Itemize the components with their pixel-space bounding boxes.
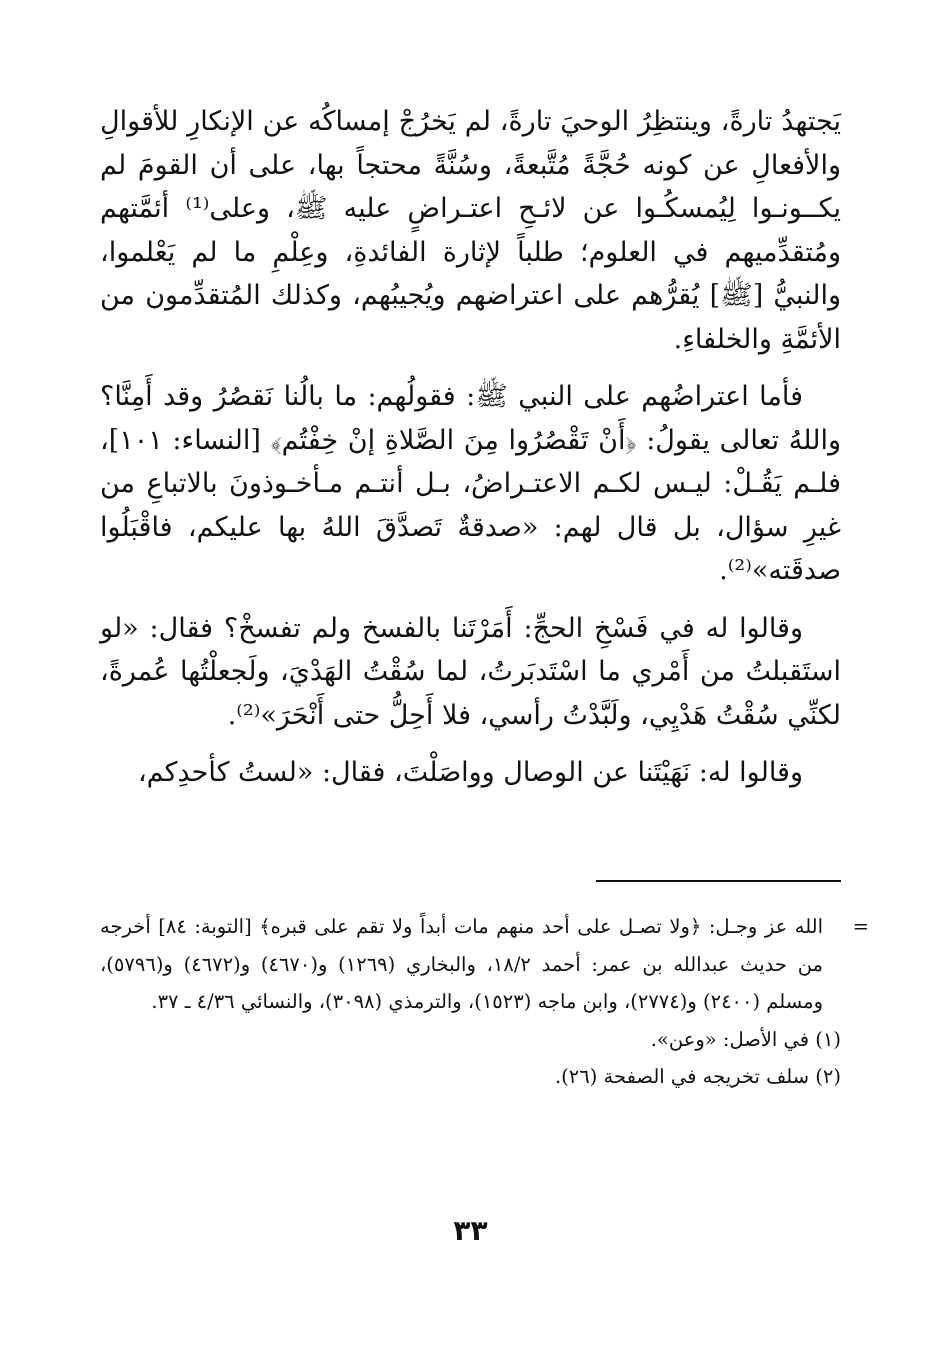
footnotes [100, 908, 869, 1096]
page-number: ٣٣ [453, 1214, 488, 1247]
paragraph-2: فأما اعتراضُهم على النبي ﷺ: فقولُهم: ما بالُنا نَقصُرُ وقد أَمِنَّا؟ واللهُ تعالى يقولُ: ﴿أَنْ تَقْصُرُوا مِنَ الصَّلاةِ إنْ خِفْتُم﴾ [النساء: ١٠١]، فلـم يَقُـلْ: ليـس لكـم الاعتـراضُ، بـل أنتـم مـأخـوذونَ بالاتباعِ من غيرِ سؤال، بل قال لهم: «صدقةٌ تَصدَّقَ اللهُ بها عليكم، فاقْبَلُوا صدقَته»⁽²⁾. [100, 381, 841, 586]
footnote-1: (١) في الأصل: «وعن». [650, 1027, 841, 1051]
footnote-continuation: الله عز وجـل: ﴿ولا تصـل على أحد منهم مات أبداً ولا تقم على قبره﴾ [التوبة: ٨٤] أخرجه من حديث عبدالله بن عمر: أحمد ١٨/٢، والبخاري (١٢٦٩) و(٤٦٧٠) و(٤٦٧٢) و(٥٧٩٦)، ومسلم (٢٤٠٠) و(٢٧٧٤)، وابن ماجه (١٥٢٣)، والترمذي (٣٠٩٨)، والنسائي ٤/٣٦ ـ ٣٧. [100, 915, 824, 1014]
footnote-2: (٢) سلف تخريجه في الصفحة (٢٦). [554, 1065, 841, 1089]
paragraph-3: وقالوا له في فَسْخِ الحجِّ: أَمَرْتَنا بالفسخ ولم تفسخْ؟ فقال: «لو استَقبلتُ من أَمْري ما اسْتَدبَرتُ، لما سُقْتُ الهَدْيَ، ولَجعلْتُها عُمرةً، لكنِّي سُقْتُ هَدْيِي، ولَبَّدْتُ رأسي، فلا أَحِلُّ حتى أَنْحَرَ»⁽²⁾. [100, 612, 841, 731]
paragraph-4: وقالوا له: نَهَيْتَنا عن الوصال وواصَلْتَ، فقال: «لستُ كأحدِكم، [137, 757, 803, 788]
paragraph-1: يَجتهدُ تارةً، وينتظِرُ الوحيَ تارةً، لم يَخرُجْ إمساكُه عن الإنكارِ للأقوالِ والأفعالِ عن كونه حُجَّةً مُتَّبعةً، وسُنَّةً محتجاً بها، على أن القومَ لم يكــونـوا لِيُمسكُـوا عن لائـحِ اعتـراضٍ عليه ﷺ، وعلى⁽¹⁾ أئمَّتهم ومُتقدِّميهم في العلوم؛ طلباً لإثارة الفائدةِ، وعِلْمِ ما لم يَعْلموا، والنبيُّ [ﷺ] يُقرُّهم على اعتراضهم ويُجيبُهم، وكذلك المُتقدِّمون من الأئمَّةِ والخلفاءِ. [100, 106, 842, 355]
footnote-separator [596, 880, 841, 882]
footnote-continuation-block [100, 908, 869, 1021]
continuation-mark: = [852, 915, 869, 938]
main-text [100, 100, 841, 809]
